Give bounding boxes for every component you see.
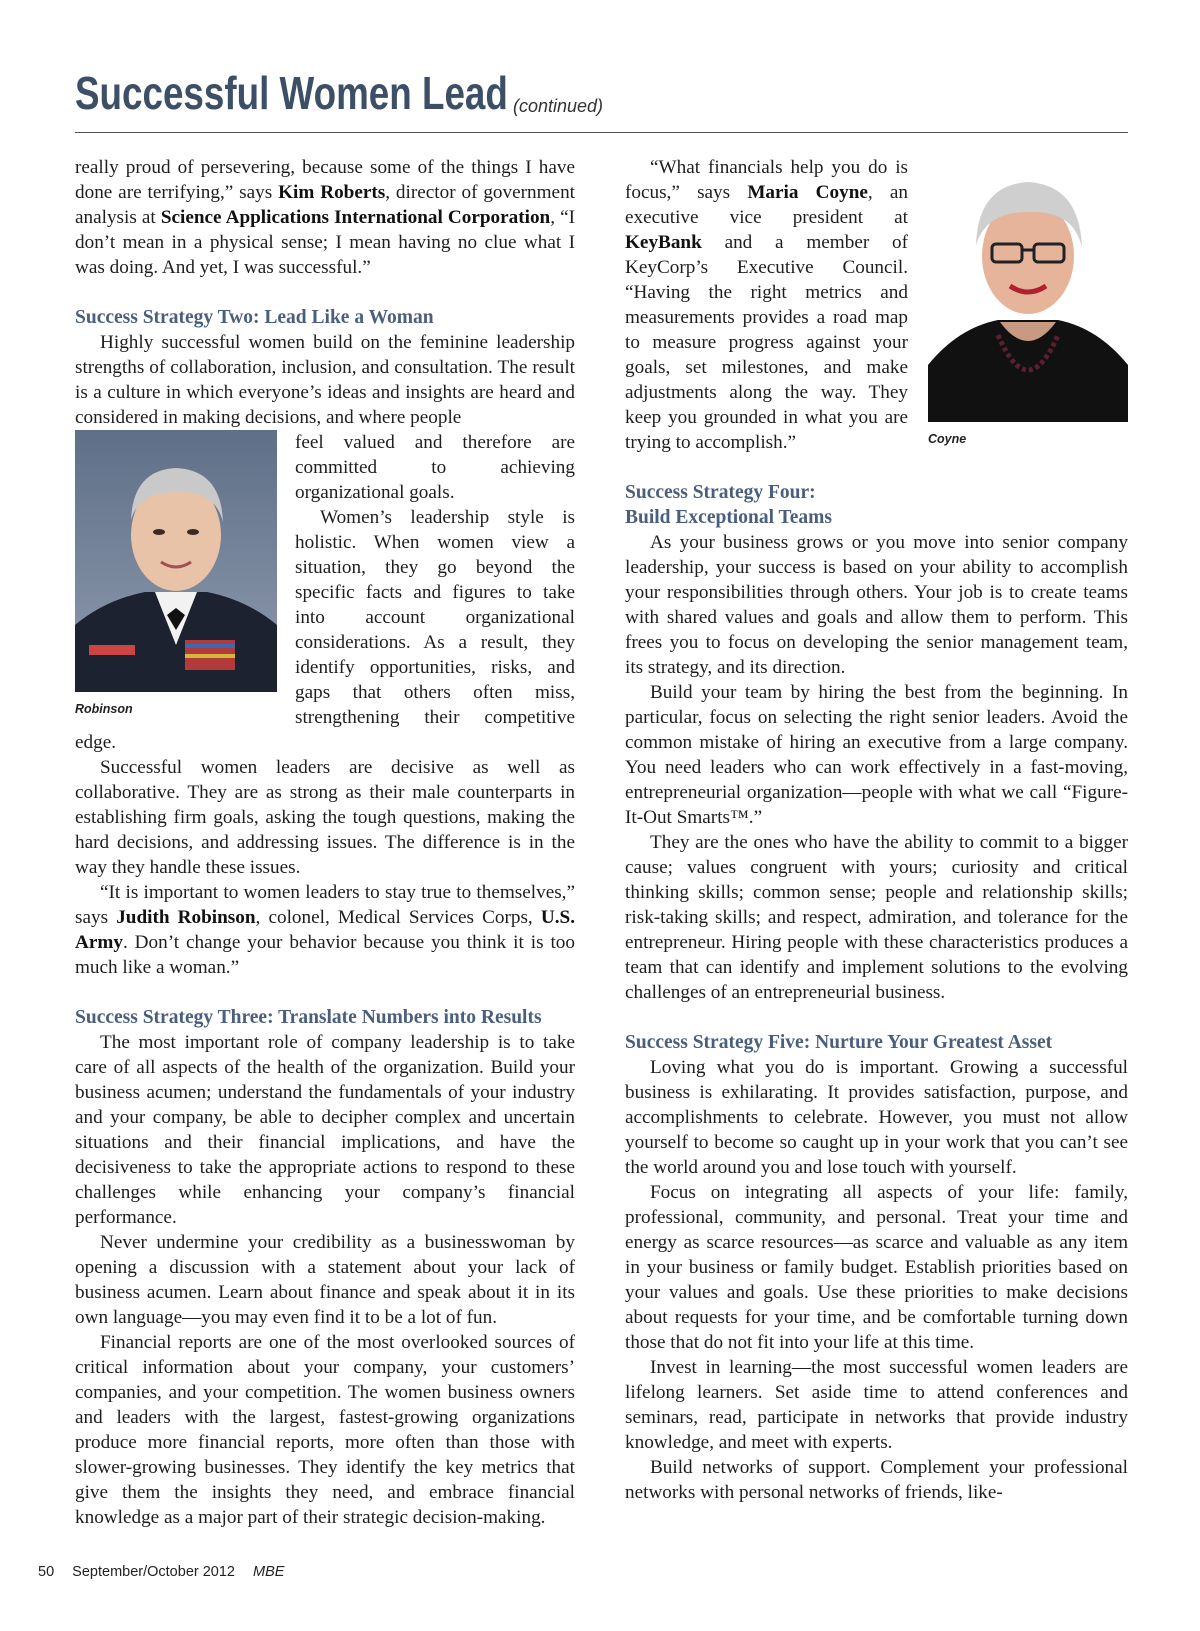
section-heading: Success Strategy Three: Translate Numbers into Results [75,1007,542,1028]
paragraph: “It is important to women leaders to stay true to themselves,” says Judith Robinson, colonel, Medical Services Corps, U.S. Army. Don’t change your behavior because you think it is too much like a woman.” [75,882,576,978]
paragraph: As your business grows or you move into senior company leadership, your success is based on your ability to accomplish your responsibilities through others. Your job is to create teams with shared values and goals and allow them to perform. This frees you to focus on developing the senior management team, its strategy, and its direction. [625,532,1128,678]
page-header [75,62,1128,133]
paragraph: Never undermine your credibility as a businesswoman by opening a discussion with a statement about your lack of business acumen. Learn about finance and speak about it in its own language—you may even find it to be a lot of fun. [75,1232,575,1328]
robinson-caption: Robinson [75,702,133,716]
section-heading: Success Strategy Two: Lead Like a Woman [75,307,434,328]
robinson-photo [75,430,277,692]
continued-label: (continued) [513,96,604,116]
paragraph: Focus on integrating all aspects of your life: family, professional, community, and personal. Treat your time and energy as scarce resources—as scarce and valuable as any item in your business or family budget. Establish priorities based on your values and goals. Use these priorities to make decisions about requests for your time, and be comfortable turning down those that do not fit into your life at this time. [625,1182,1128,1353]
coyne-caption: Coyne [928,432,967,446]
section-heading: Success Strategy Four: [625,482,816,503]
paragraph: Invest in learning—the most successful women leaders are lifelong learners. Set aside time to attend conferences and seminars, read, participate in networks that provide industry knowledge, and meet with experts. [625,1357,1128,1453]
paragraph: Successful women leaders are decisive as well as collaborative. They are as strong as their male counterparts in establishing firm goals, asking the tough questions, making the hard decisions, and addressing issues. The difference is in the way they handle these issues. [75,757,575,878]
paragraph: Build your team by hiring the best from the beginning. In particular, focus on selecting the right senior leaders. Avoid the common mistake of hiring an executive from a large company. You need leaders who can work effectively in a fast-moving, entrepreneurial organization—people with what we call “Figure-It-Out Smarts™.” [625,682,1128,828]
coyne-photo-block [928,160,1128,447]
paragraph: really proud of persevering, because some of the things I have done are terrifying,” says Kim Roberts, director of government analysis at Science Applications International Corporation, “I don’t mean in a physical sense; I mean having no clue what I was doing. And yet, I was successful.” [75,157,576,278]
paragraph: Build networks of support. Complement your professional networks with personal networks of friends, like- [625,1457,1128,1503]
issue-date: September/October 2012 [72,1564,235,1580]
page-title: Successful Women Lead [75,67,508,119]
paragraph: Highly successful women build on the feminine leadership strengths of collaboration, inclusion, and consultation. The result is a culture in which everyone’s ideas and insights are heard and considered in making decisions, and where people [75,332,575,428]
magazine-name: MBE [253,1564,285,1580]
section-heading: Build Exceptional Teams [625,507,832,528]
coyne-photo [928,160,1128,422]
paragraph: Financial reports are one of the most overlooked sources of critical information about your company, your customers’ companies, and your competition. The women business owners and leaders with the largest, fastest-growing organizations produce more financial reports, more often than those with slower-growing businesses. They identify the key metrics that give them the insights they need, and embrace financial knowledge as a major part of their strategic decision-making. [75,1332,575,1528]
right-column [625,155,1128,1505]
left-column [75,155,575,1530]
paragraph: Women’s leadership style is holistic. When women view a situation, they go beyond the specific facts and figures to take into account organizational considerations. As a result, they identify opportunities, risks, and gaps that others often miss, strengthening their competitive edge. [75,507,575,753]
paragraph: Loving what you do is important. Growing a successful business is exhilarating. It provides satisfaction, purpose, and accomplishments to celebrate. However, you must not allow yourself to become so caught up in your work that you can’t see the world around you and lose touch with yourself. [625,1057,1128,1178]
page-number: 50 [38,1564,55,1580]
paragraph: The most important role of company leadership is to take care of all aspects of the health of the organization. Build your business acumen; understand the fundamentals of your industry and your company, be able to decipher complex and uncertain situations and their financial implications, and have the decisiveness to take the appropriate actions to respond to these challenges while enhancing your company’s financial performance. [75,1032,575,1228]
paragraph: “What financials help you do is focus,” says Maria Coyne, an executive vice president at KeyBank and a member of KeyCorp’s Executive Council. “Having the right metrics and measurements provides a road map to measure progress against your goals, set milestones, and make adjustments along the way. They keep you grounded in what you are trying to accomplish.” [625,157,908,453]
paragraph: feel valued and therefore are committed to achieving organizational goals. [295,432,575,503]
section-heading: Success Strategy Five: Nurture Your Greatest Asset [625,1032,1053,1053]
page-footer [38,1564,298,1580]
paragraph: They are the ones who have the ability to commit to a bigger cause; values congruent with yours; curiosity and critical thinking skills; common sense; people and relationship skills; risk-taking skills; and respect, admiration, and tolerance for the entrepreneur. Hiring people with these characteristics produces a team that can identify and implement solutions to the evolving challenges of an entrepreneurial business. [625,832,1128,1003]
robinson-photo-block [75,430,277,717]
